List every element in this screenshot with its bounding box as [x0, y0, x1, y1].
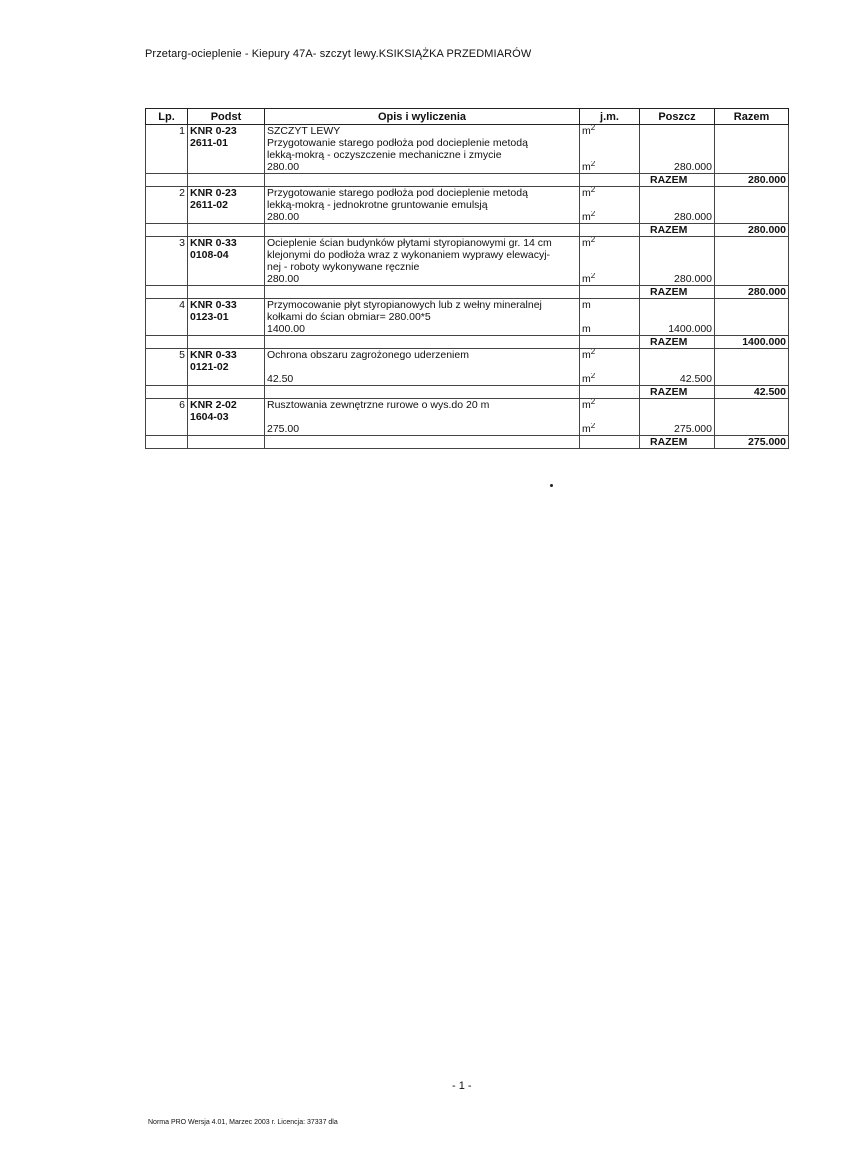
przedmiar-table: [145, 108, 789, 449]
razem-empty-cell: [188, 174, 265, 187]
jm-value: m: [582, 423, 591, 435]
razem-value: 1400.000: [715, 336, 789, 349]
row-poszcz: [640, 237, 715, 286]
razem-empty-cell: [188, 386, 265, 399]
jm-spacer: [582, 137, 637, 149]
software-footer: Norma PRO Wersja 4.01, Marzec 2003 r. Licencja: 37337 dla: [148, 1119, 338, 1126]
jm-value: m: [582, 299, 591, 311]
calc-line: [267, 161, 577, 173]
jm-unit: [582, 187, 637, 199]
row-lp: 6: [146, 399, 188, 436]
row-podst: [188, 237, 265, 286]
jm-exponent: 2: [590, 349, 596, 356]
jm-value: m: [582, 161, 591, 173]
razem-row: [146, 286, 789, 299]
razem-empty-cell: [188, 336, 265, 349]
row-lp: 5: [146, 349, 188, 386]
jm-unit: [582, 273, 637, 285]
poszcz-value: 280.000: [674, 161, 712, 173]
jm-unit: [582, 125, 637, 137]
razem-empty-cell: [188, 436, 265, 449]
poszcz-spacer: [642, 187, 712, 199]
jm-value: m: [582, 399, 591, 411]
razem-value: 280.000: [715, 174, 789, 187]
poszcz-spacer: [642, 249, 712, 261]
podst-line: KNR 0-33: [190, 349, 237, 361]
table-row: [146, 125, 789, 174]
podst-line: KNR 0-23: [190, 125, 237, 137]
jm-exponent: 2: [590, 373, 596, 380]
opis-line: klejonymi do podłoża wraz z wykonaniem wyprawy elewacyj-: [267, 249, 551, 261]
opis-line: [267, 411, 577, 423]
jm-exponent: 2: [590, 423, 596, 430]
jm-unit: [582, 349, 637, 361]
column-header-razem: Razem: [715, 109, 789, 125]
razem-empty-cell: [146, 386, 188, 399]
opis-line: lekką-mokrą - oczyszczenie mechaniczne i zmycie: [267, 149, 502, 161]
row-podst: [188, 399, 265, 436]
row-jm: [580, 299, 640, 336]
jm-value: m: [582, 237, 591, 249]
razem-label: RAZEM: [640, 286, 715, 299]
opis-line: Przygotowanie starego podłoża pod docieplenie metodą: [267, 137, 528, 149]
razem-empty-cell: [580, 286, 640, 299]
table-row: [146, 399, 789, 436]
row-lp: 3: [146, 237, 188, 286]
row-calc: 280.00: [267, 273, 577, 285]
podst-line: KNR 0-23: [190, 187, 237, 199]
page-number: - 1 -: [452, 1080, 472, 1092]
table-row: [146, 187, 789, 224]
jm-value: m: [582, 187, 591, 199]
razem-label: RAZEM: [640, 224, 715, 237]
row-opis: [265, 299, 580, 336]
razem-empty-cell: [146, 336, 188, 349]
row-podst: [188, 125, 265, 174]
row-jm: [580, 187, 640, 224]
row-lp: 2: [146, 187, 188, 224]
poszcz-value: 42.500: [679, 373, 712, 385]
jm-unit: [582, 323, 637, 335]
opis-line: kołkami do ścian obmiar= 280.00*5: [267, 311, 431, 323]
razem-row: [146, 224, 789, 237]
poszcz-value: 275.000: [674, 423, 712, 435]
jm-value: m: [582, 211, 591, 223]
razem-value: 275.000: [715, 436, 789, 449]
podst-line: 1604-03: [190, 411, 229, 423]
jm-spacer: [582, 249, 637, 261]
calc-line: [267, 273, 577, 285]
row-podst: [188, 187, 265, 224]
razem-empty-cell: [146, 286, 188, 299]
column-header-poszcz: Poszcz: [640, 109, 715, 125]
table-header-row: [146, 109, 789, 125]
razem-value: 280.000: [715, 286, 789, 299]
opis-line: lekką-mokrą - jednokrotne gruntowanie emulsją: [267, 199, 488, 211]
razem-empty-cell: [265, 286, 580, 299]
row-opis: [265, 399, 580, 436]
row-opis: [265, 237, 580, 286]
jm-unit: [582, 299, 637, 311]
opis-line: Przygotowanie starego podłoża pod docieplenie metodą: [267, 187, 528, 199]
razem-row: [146, 386, 789, 399]
razem-value: 280.000: [715, 224, 789, 237]
podst-line: KNR 2-02: [190, 399, 237, 411]
row-razem-empty: [715, 237, 789, 286]
row-opis: [265, 125, 580, 174]
jm-unit: [582, 373, 637, 385]
table-row: [146, 237, 789, 286]
poszcz-spacer: [642, 261, 712, 273]
opis-line: nej - roboty wykonywane ręcznie: [267, 261, 420, 273]
row-jm: [580, 349, 640, 386]
razem-row: [146, 436, 789, 449]
jm-value: m: [582, 125, 591, 137]
row-jm: [580, 399, 640, 436]
row-poszcz: [640, 125, 715, 174]
jm-unit: [582, 161, 637, 173]
row-opis: [265, 349, 580, 386]
jm-spacer: [582, 261, 637, 273]
poszcz-value: 280.000: [674, 273, 712, 285]
jm-unit: [582, 399, 637, 411]
poszcz-value: 1400.000: [668, 323, 712, 335]
razem-empty-cell: [265, 224, 580, 237]
row-jm: [580, 237, 640, 286]
podst-line: KNR 0-33: [190, 299, 237, 311]
razem-empty-cell: [265, 436, 580, 449]
opis-line: [267, 361, 577, 373]
razem-empty-cell: [146, 436, 188, 449]
row-poszcz: [640, 299, 715, 336]
jm-value: m: [582, 373, 591, 385]
poszcz-spacer: [642, 361, 712, 373]
razem-row: [146, 336, 789, 349]
razem-empty-cell: [580, 224, 640, 237]
scan-speck: [550, 484, 553, 487]
row-poszcz: [640, 399, 715, 436]
row-poszcz: [640, 349, 715, 386]
row-calc: 42.50: [267, 373, 577, 385]
razem-label: RAZEM: [640, 174, 715, 187]
row-lp: 1: [146, 125, 188, 174]
razem-empty-cell: [580, 436, 640, 449]
jm-value: m: [582, 349, 591, 361]
poszcz-spacer: [642, 399, 712, 411]
podst-line: 2611-02: [190, 199, 228, 211]
opis-line: Ocieplenie ścian budynków płytami styropianowymi gr. 14 cm: [267, 237, 552, 249]
jm-spacer: [582, 149, 637, 161]
poszcz-spacer: [642, 199, 712, 211]
calc-line: [267, 423, 577, 435]
podst-line: 0108-04: [190, 249, 229, 261]
table-body: [146, 125, 789, 449]
jm-unit: [582, 237, 637, 249]
column-header-jm: j.m.: [580, 109, 640, 125]
jm-exponent: 2: [590, 211, 596, 218]
jm-exponent: 2: [590, 273, 596, 280]
jm-unit: [582, 211, 637, 223]
calc-line: [267, 373, 577, 385]
jm-spacer: [582, 411, 637, 423]
row-opis: [265, 187, 580, 224]
opis-line: SZCZYT LEWY: [267, 125, 341, 137]
poszcz-spacer: [642, 411, 712, 423]
poszcz-spacer: [642, 137, 712, 149]
jm-value: m: [582, 323, 591, 335]
row-lp: 4: [146, 299, 188, 336]
jm-value: m: [582, 273, 591, 285]
poszcz-spacer: [642, 349, 712, 361]
column-header-podst: Podst: [188, 109, 265, 125]
jm-exponent: 2: [590, 237, 596, 244]
calc-line: [267, 323, 577, 335]
razem-empty-cell: [580, 336, 640, 349]
calc-line: [267, 211, 577, 223]
table-row: [146, 349, 789, 386]
razem-empty-cell: [146, 224, 188, 237]
table-row: [146, 299, 789, 336]
row-razem-empty: [715, 187, 789, 224]
poszcz-spacer: [642, 149, 712, 161]
jm-exponent: 2: [590, 161, 596, 168]
razem-row: [146, 174, 789, 187]
row-podst: [188, 349, 265, 386]
podst-line: 2611-01: [190, 137, 228, 149]
razem-empty-cell: [580, 386, 640, 399]
jm-spacer: [582, 311, 637, 323]
razem-value: 42.500: [715, 386, 789, 399]
podst-line: KNR 0-33: [190, 237, 237, 249]
razem-empty-cell: [580, 174, 640, 187]
row-razem-empty: [715, 349, 789, 386]
row-razem-empty: [715, 399, 789, 436]
razem-label: RAZEM: [640, 336, 715, 349]
row-razem-empty: [715, 125, 789, 174]
row-calc: 275.00: [267, 423, 577, 435]
row-podst: [188, 299, 265, 336]
row-jm: [580, 125, 640, 174]
poszcz-spacer: [642, 237, 712, 249]
row-razem-empty: [715, 299, 789, 336]
opis-line: Ochrona obszaru zagrożonego uderzeniem: [267, 349, 469, 361]
row-calc: 1400.00: [267, 323, 577, 335]
razem-label: RAZEM: [640, 386, 715, 399]
jm-exponent: 2: [590, 187, 596, 194]
podst-line: 0123-01: [190, 311, 229, 323]
razem-label: RAZEM: [640, 436, 715, 449]
opis-line: Przymocowanie płyt styropianowych lub z wełny mineralnej: [267, 299, 542, 311]
row-calc: 280.00: [267, 161, 577, 173]
row-poszcz: [640, 187, 715, 224]
poszcz-spacer: [642, 299, 712, 311]
column-header-lp: Lp.: [146, 109, 188, 125]
column-header-opis: Opis i wyliczenia: [265, 109, 580, 125]
poszcz-spacer: [642, 311, 712, 323]
razem-empty-cell: [265, 386, 580, 399]
jm-exponent: 2: [590, 399, 596, 406]
opis-line: Rusztowania zewnętrzne rurowe o wys.do 20 m: [267, 399, 490, 411]
razem-empty-cell: [265, 174, 580, 187]
jm-exponent: 2: [590, 125, 596, 132]
razem-empty-cell: [188, 286, 265, 299]
jm-spacer: [582, 361, 637, 373]
razem-empty-cell: [188, 224, 265, 237]
jm-unit: [582, 423, 637, 435]
jm-spacer: [582, 199, 637, 211]
document-title: Przetarg-ocieplenie - Kiepury 47A- szczyt lewy.KSIKSIĄŻKA PRZEDMIARÓW: [145, 48, 532, 60]
poszcz-spacer: [642, 125, 712, 137]
podst-line: 0121-02: [190, 361, 229, 373]
razem-empty-cell: [146, 174, 188, 187]
poszcz-value: 280.000: [674, 211, 712, 223]
row-calc: 280.00: [267, 211, 577, 223]
razem-empty-cell: [265, 336, 580, 349]
